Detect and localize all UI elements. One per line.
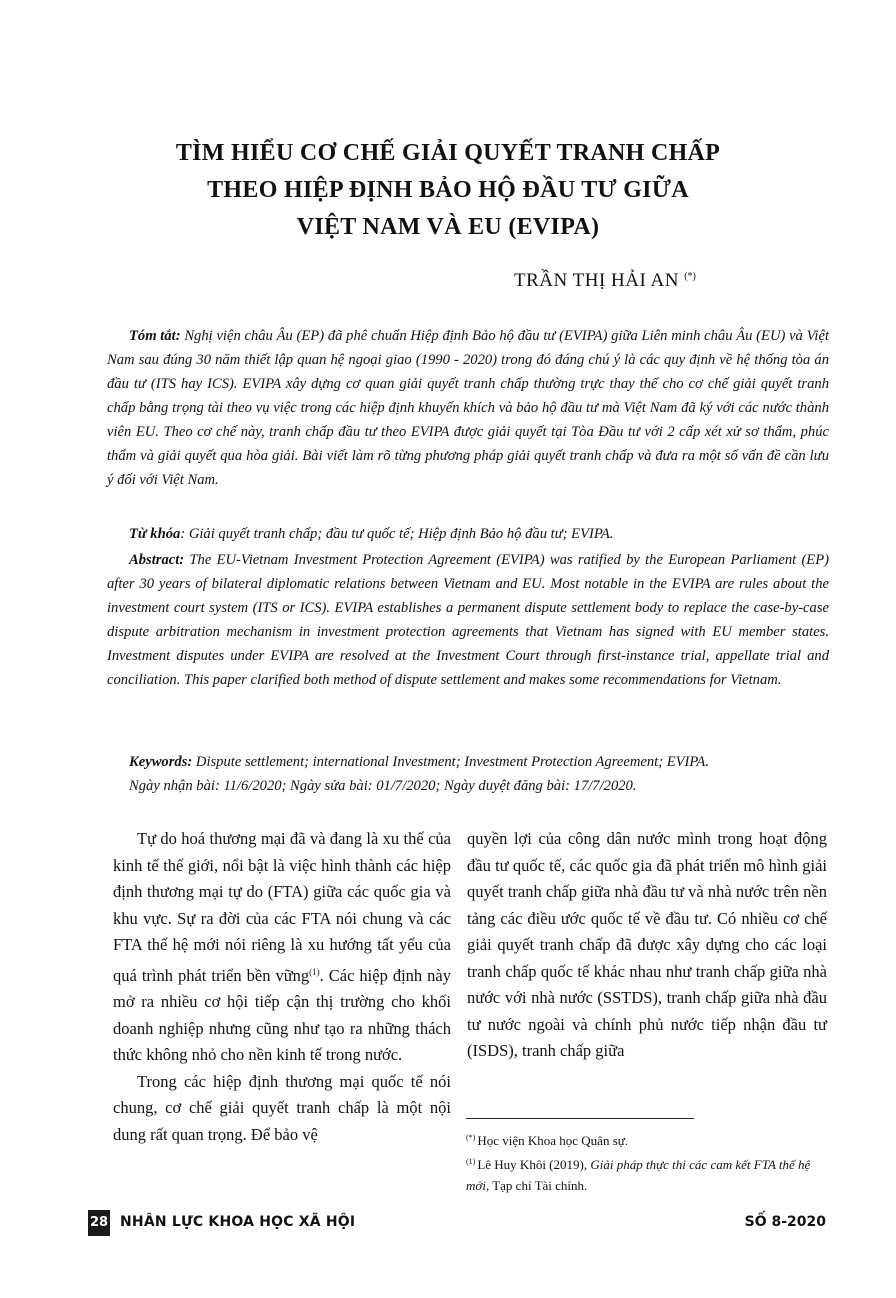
body-paragraph: quyền lợi của công dân nước mình trong hoạt động đầu tư quốc tế, các quốc gia đã phát triển mô hình giải quyết tranh chấp giữa nhà đầu tư và nhà nước trên nền tảng các điều ước quốc tế về đầu tư. Có nhiều cơ chế giải quyết tranh chấp đã được xây dựng cho các loại tranh chấp quốc tế khác nhau như tranh chấp giữa nhà nước với nhà nước (SSTDS), tranh chấp giữa nhà đầu tư nước ngoài và chính phủ nước tiếp nhận đầu tư (ISDS), tranh chấp giữa — [467, 829, 827, 1060]
summary-vi — [107, 324, 829, 492]
author — [514, 270, 696, 292]
footnote-2-source: , Tạp chí Tài chính. — [485, 1178, 588, 1193]
author-footnote-mark: (*) — [684, 271, 696, 282]
body-paragraph: Trong các hiệp định thương mại quốc tế nói chung, cơ chế giải quyết tranh chấp là một nội dung rất quan trọng. Để bảo vệ — [113, 1071, 451, 1144]
footnote-1-text: Học viện Khoa học Quân sự. — [477, 1133, 629, 1148]
title-line-1: TÌM HIỂU CƠ CHẾ GIẢI QUYẾT TRANH CHẤP — [175, 140, 721, 166]
body-text: Tự do hoá thương mại đã và đang là xu thế của kinh tế thế giới, nổi bật là việc hình thành các hiệp định thương mại tự do (FTA) giữa các quốc gia và khu vực. Sự ra đời của các FTA nói chung và các FTA thế hệ mới nói riêng là xu hướng tất yếu của quá trình phát triển bền vững — [113, 829, 451, 985]
article-title — [60, 135, 836, 246]
title-line-3: VIỆT NAM VÀ EU (EVIPA) — [296, 214, 600, 240]
abstract-en — [107, 548, 829, 692]
keywords-vi-label: Từ khóa — [129, 526, 181, 542]
page-footer — [88, 1210, 826, 1238]
footnote-2-title: Giải pháp thực thi các cam kết FTA thế hệ mới — [466, 1157, 811, 1193]
keywords-en-text: Dispute settlement; international Investment; Investment Protection Agreement; EVIPA. — [195, 754, 709, 770]
summary-vi-text: Nghị viện châu Âu (EP) đã phê chuẩn Hiệp định Bảo hộ đầu tư (EVIPA) giữa Liên minh châu Âu (EU) và Việt Nam sau đúng 30 năm thiết lập quan hệ ngoại giao (1990 - 2020) trong đó đáng chú ý là các quy định về hệ thống tòa án đầu tư (ITS hay ICS). EVIPA xây dựng cơ quan giải quyết tranh chấp thường trực thay thế cho cơ chế giải quyết tranh chấp bằng trọng tài theo vụ việc trong các hiệp định khuyến khích và bảo hộ đầu tư mà Việt Nam đã ký với các nước thành viên EU. Theo cơ chế này, tranh chấp đầu tư theo EVIPA được giải quyết tại Tòa Đầu tư với 2 cấp xét xử sơ thẩm, phúc thẩm và giải quyết qua hòa giải. Bài viết làm rõ từng phương pháp giải quyết tranh chấp và đưa ra một số vấn đề cần lưu ý đối với Việt Nam. — [107, 328, 830, 488]
footnote-1-mark: (*) — [466, 1133, 476, 1142]
footnote-ref-1: (1) — [309, 966, 320, 977]
submission-dates — [107, 774, 829, 798]
abstract-en-text: The EU-Vietnam Investment Protection Agreement (EVIPA) was ratified by the European Parliament (EP) after 30 years of bilateral diplomatic relations between Vietnam and EU. Most notable in the EVIPA are rules about the investment court system (ITS or ICS). EVIPA establishes a permanent dispute settlement body to replace the case-by-case dispute arbitration mechanism in investment protection agreements that Vietnam has signed with EU member states. Investment disputes under EVIPA are resolved at the Investment Court through first-instance trial, appellate trial and conciliation. This paper clarified both method of dispute settlement and makes some recommendations for Vietnam. — [107, 552, 829, 688]
footnote-1 — [466, 1127, 826, 1151]
page-number: 28 — [88, 1210, 110, 1236]
footnote-2-author: Lê Huy Khôi (2019), — [477, 1157, 591, 1172]
summary-vi-label: Tóm tắt: — [129, 328, 181, 344]
body-column-right — [467, 826, 827, 1065]
keywords-vi — [107, 522, 829, 546]
footnote-2-mark: (1) — [466, 1157, 476, 1166]
author-name: TRẦN THỊ HẢI AN — [514, 270, 679, 291]
title-line-2: THEO HIỆP ĐỊNH BẢO HỘ ĐẦU TƯ GIỮA — [207, 177, 689, 203]
body-column-left — [113, 826, 451, 1148]
footnote-divider — [466, 1118, 694, 1119]
body-paragraph — [113, 826, 451, 1069]
journal-name: NHÂN LỰC KHOA HỌC XÃ HỘI — [120, 1214, 356, 1230]
footnote-2 — [466, 1151, 826, 1196]
dates-text: Ngày nhận bài: 11/6/2020; Ngày sửa bài: 01/7/2020; Ngày duyệt đăng bài: 17/7/2020. — [129, 778, 637, 794]
abstract-en-label: Abstract: — [129, 552, 185, 568]
keywords-en — [107, 750, 829, 774]
keywords-vi-text: : Giải quyết tranh chấp; đầu tư quốc tế; Hiệp định Bảo hộ đầu tư; EVIPA. — [180, 526, 614, 542]
body-text: . Các hiệp định này mở ra nhiều cơ hội tiếp cận thị trường cho khối doanh nghiệp nhưng cũng như tạo ra những thách thức không nhỏ cho nền kinh tế trong nước. — [113, 965, 451, 1064]
footnotes — [466, 1127, 826, 1196]
issue-number: SỐ 8-2020 — [744, 1214, 826, 1230]
keywords-en-label: Keywords: — [129, 754, 193, 770]
